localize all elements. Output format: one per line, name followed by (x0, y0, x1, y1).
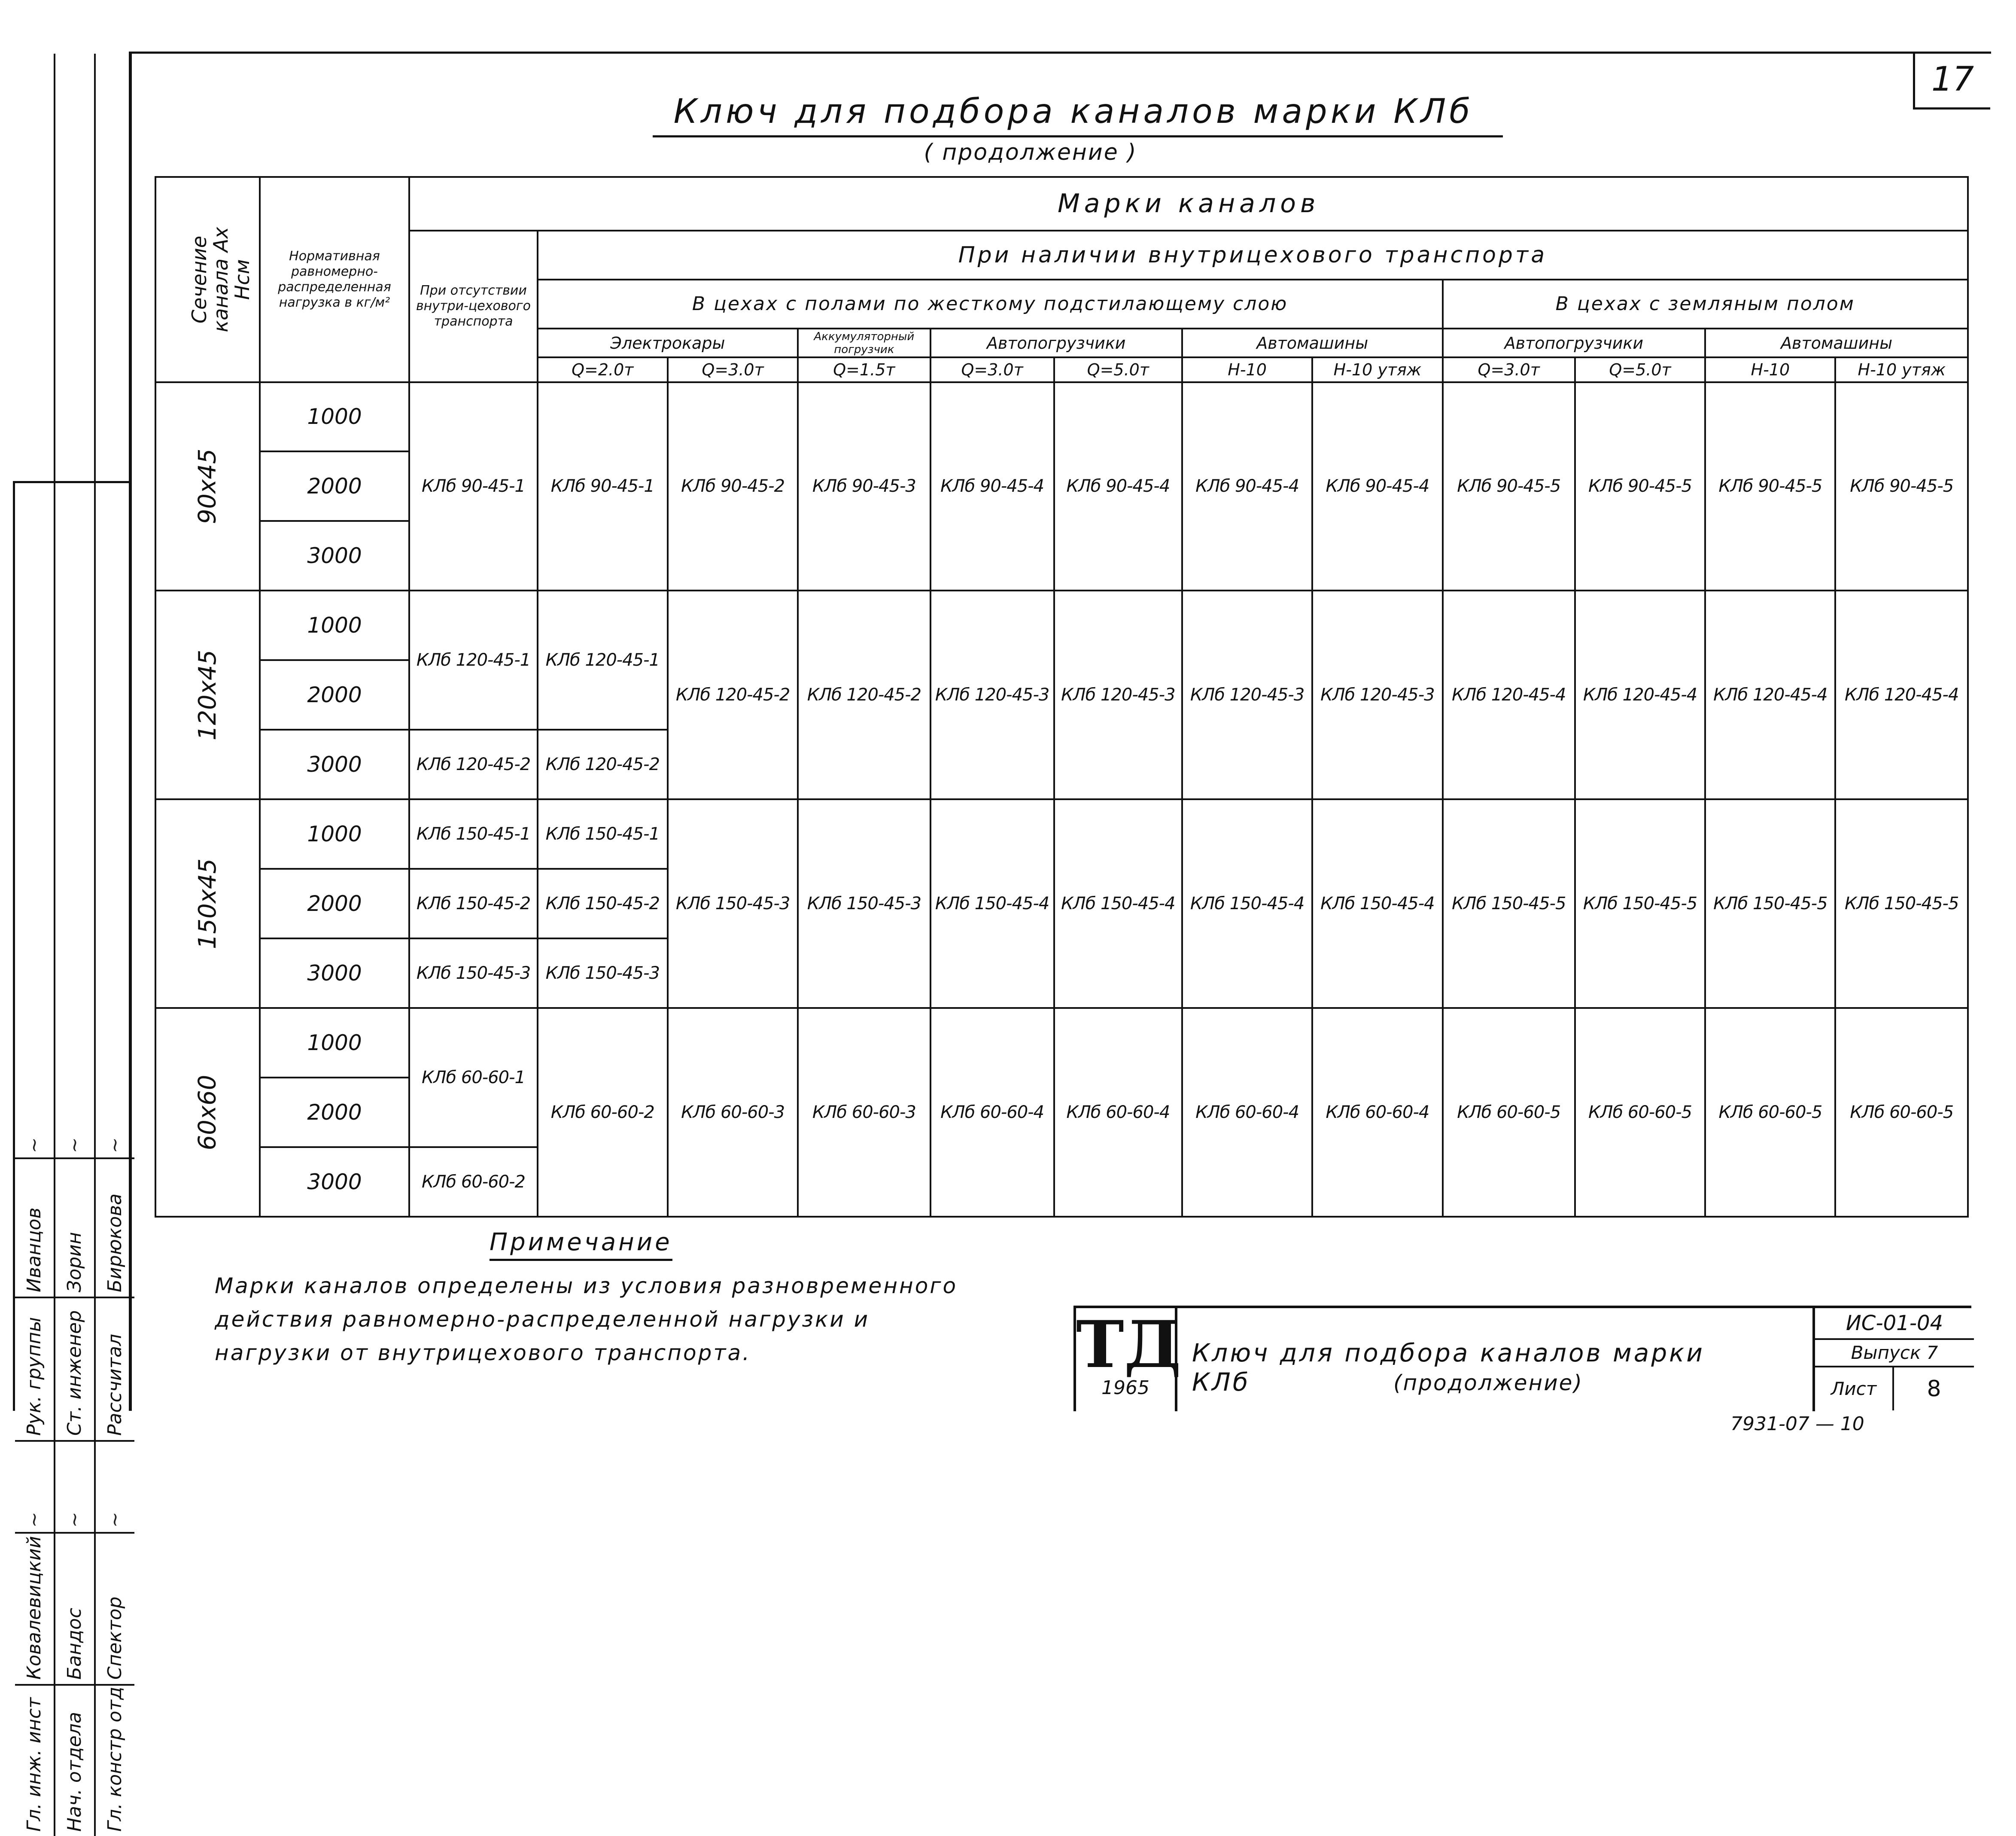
signature: ~ (55, 1440, 94, 1532)
section-cell: 150х45 (155, 799, 260, 1008)
group-battery-loader: Аккумуляторный погрузчик (798, 329, 930, 357)
mark-cell: КЛб 120-45-4 (1575, 591, 1705, 799)
mark-cell: КЛб 60-60-5 (1835, 1008, 1968, 1217)
sub-q: Н-10 (1182, 357, 1312, 382)
logo-letters: ТД (1076, 1307, 1181, 1382)
sub-q: Q=3.0т (1443, 357, 1575, 382)
mark-cell: КЛб 60-60-1 (409, 1008, 537, 1147)
mark-cell: КЛб 150-45-4 (1054, 799, 1182, 1008)
title-block (1073, 1306, 1971, 1411)
mark-cell: КЛб 120-45-4 (1443, 591, 1575, 799)
load-cell: 1000 (260, 382, 410, 452)
page-title: Ключ для подбора каналов марки КЛб (673, 92, 1474, 131)
group-autoloaders-earth: Автопогрузчики (1443, 329, 1706, 357)
role: Гл. констр отд (96, 1684, 134, 1836)
mark-cell: КЛб 90-45-1 (409, 382, 537, 591)
mark-cell: КЛб 60-60-4 (1054, 1008, 1182, 1217)
sub-q: Q=5.0т (1054, 357, 1182, 382)
signature: ~ (96, 1440, 134, 1532)
stamp-sheet-label: Лист (1815, 1367, 1894, 1410)
signature: ~ (23, 1137, 45, 1153)
channel-key-table (155, 176, 1969, 1218)
stamp-subtitle: (продолжение) (1393, 1370, 1583, 1395)
mark-cell: КЛб 60-60-5 (1705, 1008, 1835, 1217)
load-cell: 2000 (260, 1078, 410, 1147)
load-cell: 3000 (260, 730, 410, 799)
load-cell: 2000 (260, 660, 410, 730)
mark-cell: КЛб 150-45-5 (1705, 799, 1835, 1008)
header-with-transport: При наличии внутрицехового транспорта (538, 231, 1968, 280)
name: Ковалевицкий (15, 1532, 54, 1684)
signature: ~ (104, 1137, 126, 1153)
mark-cell: КЛб 120-45-1 (409, 591, 537, 730)
sub-q: Q=3.0т (668, 357, 798, 382)
approval-row (55, 54, 96, 1836)
mark-cell: КЛб 120-45-3 (1182, 591, 1312, 799)
note-text: Марки каналов определены из условия разновременного действия равномерно-распределенной нагрузки и нагрузки от внутрицехового транспорта. (215, 1273, 958, 1365)
role: Нач. отдела (55, 1684, 94, 1836)
header-marks: Марки каналов (409, 177, 1968, 231)
mark-cell: КЛб 120-45-4 (1835, 591, 1968, 799)
header-section: Сечение канала Ах Нсм (155, 177, 260, 382)
mark-cell: КЛб 150-45-2 (409, 869, 537, 938)
name: Зорин (55, 1157, 94, 1297)
mark-cell: КЛб 60-60-3 (798, 1008, 930, 1217)
header-load: Нормативная равномерно-распределенная нагрузка в кг/м² (260, 177, 410, 382)
stamp-issue: Выпуск 7 (1815, 1340, 1974, 1367)
group-trucks: Автомашины (1182, 329, 1443, 357)
mark-cell: КЛб 90-45-4 (1054, 382, 1182, 591)
mark-cell: КЛб 120-45-3 (1054, 591, 1182, 799)
bottom-code: 7931-07 — 10 (1730, 1413, 1864, 1435)
mark-cell: КЛб 120-45-2 (538, 730, 668, 799)
section-cell: 90х45 (155, 382, 260, 591)
note-title: Примечание (490, 1228, 672, 1261)
signature: ~ (64, 1137, 85, 1153)
mark-cell: КЛб 90-45-3 (798, 382, 930, 591)
mark-cell: КЛб 120-45-2 (798, 591, 930, 799)
mark-cell: КЛб 150-45-1 (538, 799, 668, 869)
mark-cell: КЛб 150-45-3 (538, 938, 668, 1008)
mark-cell: КЛб 90-45-4 (930, 382, 1054, 591)
mark-cell: КЛб 60-60-4 (930, 1008, 1054, 1217)
mark-cell: КЛб 60-60-4 (1312, 1008, 1442, 1217)
sub-q: Q=2.0т (538, 357, 668, 382)
mark-cell: КЛб 120-45-3 (1312, 591, 1442, 799)
mark-cell: КЛб 120-45-2 (668, 591, 798, 799)
name: Спектор (96, 1532, 134, 1684)
sheet-number: 17 (1913, 52, 1990, 110)
header-rigid-floor: В цехах с полами по жесткому подстилающему слою (538, 280, 1443, 329)
mark-cell: КЛб 90-45-5 (1835, 382, 1968, 591)
mark-cell: КЛб 150-45-5 (1575, 799, 1705, 1008)
sub-q: Q=5.0т (1575, 357, 1705, 382)
page-subtitle: ( продолжение ) (924, 140, 1137, 165)
mark-cell: КЛб 120-45-1 (538, 591, 668, 730)
mark-cell: КЛб 150-45-4 (1182, 799, 1312, 1008)
mark-cell: КЛб 150-45-5 (1443, 799, 1575, 1008)
mark-cell: КЛб 90-45-5 (1705, 382, 1835, 591)
group-trucks-earth: Автомашины (1705, 329, 1968, 357)
mark-cell: КЛб 60-60-5 (1575, 1008, 1705, 1217)
mark-cell: КЛб 120-45-3 (930, 591, 1054, 799)
sub-q: Н-10 утяж (1312, 357, 1442, 382)
mark-cell: КЛб 90-45-4 (1312, 382, 1442, 591)
load-cell: 3000 (260, 521, 410, 591)
sub-q: Н-10 (1705, 357, 1835, 382)
mark-cell: КЛб 150-45-4 (930, 799, 1054, 1008)
mark-cell: КЛб 120-45-4 (1705, 591, 1835, 799)
mark-cell: КЛб 90-45-5 (1575, 382, 1705, 591)
sub-q: Q=3.0т (930, 357, 1054, 382)
mark-cell: КЛб 150-45-3 (798, 799, 930, 1008)
role: Гл. инж. инст (15, 1684, 54, 1836)
role: Рук. группы (15, 1297, 54, 1440)
logo-year: 1965 (1101, 1377, 1149, 1399)
mark-cell: КЛб 90-45-5 (1443, 382, 1575, 591)
title-underline (653, 135, 1503, 137)
load-cell: 2000 (260, 869, 410, 938)
mark-cell: КЛб 120-45-2 (409, 730, 537, 799)
load-cell: 1000 (260, 799, 410, 869)
sub-q: Q=1.5т (798, 357, 930, 382)
stamp-title: Ключ для подбора каналов марки КЛб (1192, 1338, 1705, 1397)
mark-cell: КЛб 150-45-5 (1835, 799, 1968, 1008)
mark-cell: КЛб 150-45-2 (538, 869, 668, 938)
name: Иванцов (15, 1157, 54, 1297)
mark-cell: КЛб 150-45-1 (409, 799, 537, 869)
mark-cell: КЛб 150-45-3 (409, 938, 537, 1008)
mark-cell: КЛб 90-45-2 (668, 382, 798, 591)
group-autoloaders: Автопогрузчики (930, 329, 1182, 357)
role: Ст. инженер (55, 1297, 94, 1440)
group-electrocars: Электрокары (538, 329, 798, 357)
load-cell: 2000 (260, 451, 410, 521)
header-earth-floor: В цехах с земляным полом (1443, 280, 1968, 329)
mark-cell: КЛб 90-45-1 (538, 382, 668, 591)
mark-cell: КЛб 150-45-4 (1312, 799, 1442, 1008)
load-cell: 3000 (260, 1147, 410, 1217)
sub-q: Н-10 утяж (1835, 357, 1968, 382)
td-logo (1076, 1307, 1181, 1411)
mark-cell: КЛб 60-60-2 (409, 1147, 537, 1217)
mark-cell: КЛб 60-60-4 (1182, 1008, 1312, 1217)
load-cell: 1000 (260, 591, 410, 660)
stamp-code: ИС-01-04 (1815, 1308, 1974, 1340)
role: Рассчитал (96, 1297, 134, 1440)
mark-cell: КЛб 60-60-5 (1443, 1008, 1575, 1217)
load-cell: 1000 (260, 1008, 410, 1078)
load-cell: 3000 (260, 938, 410, 1008)
mark-cell: КЛб 90-45-4 (1182, 382, 1312, 591)
section-cell: 120х45 (155, 591, 260, 799)
approval-block (13, 481, 131, 1832)
header-without-transport: При отсутствии внутри-цехового транспорта (409, 231, 537, 382)
mark-cell: КЛб 60-60-2 (538, 1008, 668, 1217)
stamp-ref-box (1812, 1308, 1974, 1411)
name: Бирюкова (96, 1157, 134, 1297)
stamp-sheet: 8 (1927, 1376, 1941, 1402)
section-cell: 60х60 (155, 1008, 260, 1217)
approval-row (96, 54, 134, 1836)
signature: ~ (15, 1440, 54, 1532)
mark-cell: КЛб 150-45-3 (668, 799, 798, 1008)
approval-row (15, 54, 55, 1836)
mark-cell: КЛб 60-60-3 (668, 1008, 798, 1217)
name: Бандос (55, 1532, 94, 1684)
